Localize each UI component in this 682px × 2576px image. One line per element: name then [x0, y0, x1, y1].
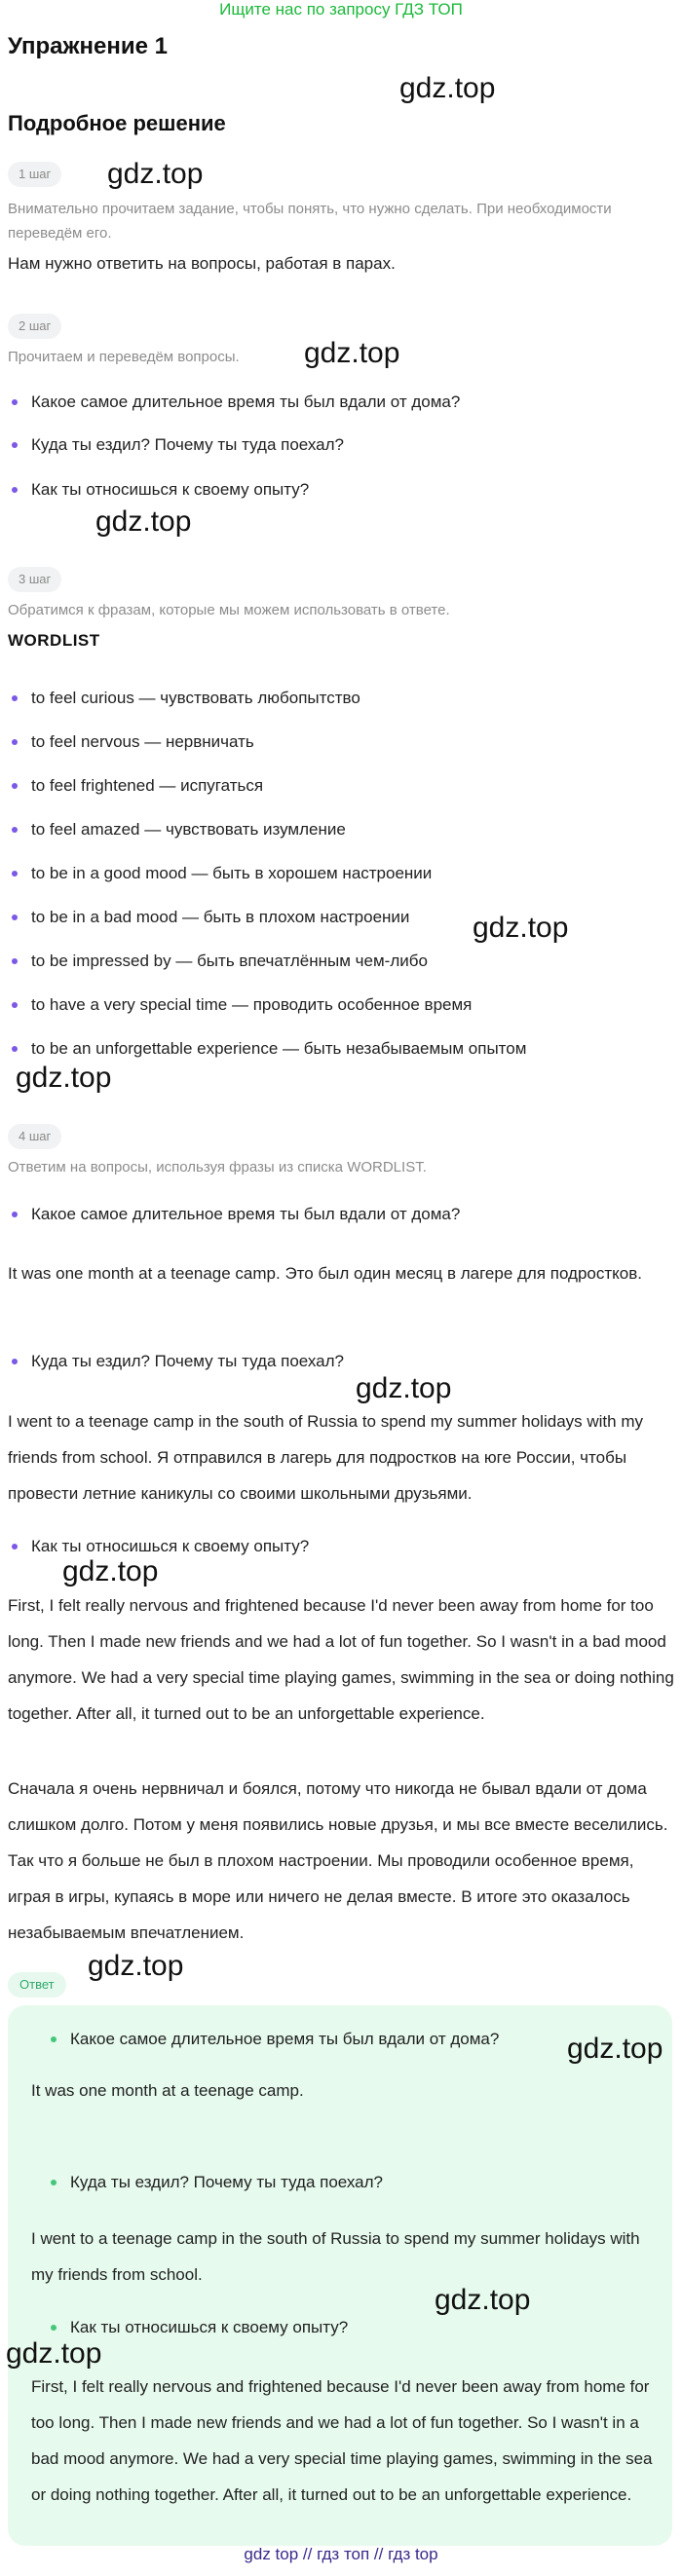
bullet-dot [12, 915, 18, 920]
list-item [31, 990, 472, 1020]
wordlist-entry: to feel frightened — испугаться [31, 776, 264, 795]
question-text: Какое самое длительное время ты был вдали от дома? [31, 1205, 461, 1223]
question-text: Куда ты ездил? Почему ты туда поехал? [70, 2173, 384, 2191]
watermark: gdz.top [16, 1062, 112, 1094]
bullet-dot [12, 958, 18, 964]
list-item [31, 947, 428, 976]
list-item [31, 475, 309, 504]
step-4-note: Ответим на вопросы, используя фразы из списка WORDLIST. [8, 1159, 427, 1176]
watermark: gdz.top [435, 2284, 531, 2316]
list-item [31, 728, 254, 757]
step-2-note: Прочитаем и переведём вопросы. [8, 349, 240, 365]
question-text: Куда ты ездил? Почему ты туда поехал? [31, 1352, 345, 1370]
answer-paragraph: First, I felt really nervous and frightened because I'd never been away from home for too long. Then I made new friends and we had a lot of fun together. So I wasn't in a bad mood anymore. We had a very special time playing games, swimming in the sea or doing nothing together. After all, it turned out to be an unforgettable experience. [31, 2377, 653, 2504]
top-banner[interactable]: Ищите нас по запросу ГДЗ ТОП [219, 0, 463, 19]
question-text: Какое самое длительное время ты был вдали от дома? [70, 2030, 500, 2048]
list-item [31, 771, 263, 801]
bullet-dot [12, 827, 18, 833]
wordlist-entry: to feel amazed — чувствовать изумление [31, 820, 346, 839]
list-item [31, 684, 360, 713]
question-text: Куда ты ездил? Почему ты туда поехал? [31, 435, 345, 454]
page-title: Упражнение 1 [8, 33, 168, 59]
step-badge-3: 3 шаг [8, 567, 61, 592]
question-text: Как ты относишься к своему опыту? [31, 480, 310, 499]
list-item [31, 430, 344, 460]
watermark: gdz.top [107, 158, 204, 190]
wordlist-entry: to be impressed by — быть впечатлённым чем-либо [31, 952, 428, 970]
watermark: gdz.top [356, 1372, 452, 1404]
bullet-dot [12, 739, 18, 745]
answer-paragraph: Сначала я очень нервничал и боялся, потому что никогда не бывал вдали от дома слишком долго. Потом у меня появились новые друзья, и мы все вместе веселились. Так что я больше не был в плохом настроении. Мы проводили особенное время, играя в игры, купаясь в море или ничего не делая вместе. В итоге это оказалось незабываемым впечатлением. [8, 1779, 668, 1942]
answer-paragraph: It was one month at a teenage camp. [31, 2081, 304, 2100]
wordlist-entry: to be in a good mood — быть в хорошем настроении [31, 864, 433, 882]
bullet-dot [51, 2036, 57, 2042]
wordlist-entry: to feel nervous — нервничать [31, 732, 254, 751]
answer-badge: Ответ [8, 1972, 66, 1997]
bullet-dot [12, 1359, 18, 1364]
bullet-dot [12, 1544, 18, 1549]
answer-paragraph: I went to a teenage camp in the south of Russia to spend my summer holidays with my friends from school. Я отправился в лагерь для подростков на юге России, чтобы провести летние каникулы со своими школьными друзьями. [8, 1412, 643, 1503]
bullet-dot [12, 1212, 18, 1217]
list-item [31, 1034, 526, 1064]
wordlist-title: WORDLIST [8, 631, 100, 650]
list-item [31, 815, 346, 844]
step-1-text: Нам нужно ответить на вопросы, работая в парах. [8, 254, 396, 273]
step-1-note: Внимательно прочитаем задание, чтобы понять, что нужно сделать. При необходимости переведём его. [8, 201, 612, 242]
bullet-dot [12, 695, 18, 701]
footer-links[interactable]: gdz top // гдз топ // гдз top [244, 2545, 438, 2563]
watermark: gdz.top [62, 1555, 159, 1587]
list-item [31, 1200, 460, 1229]
step-3-note: Обратимся к фразам, которые мы можем использовать в ответе. [8, 602, 450, 618]
wordlist-entry: to feel curious — чувствовать любопытство [31, 689, 360, 707]
answer-paragraph: First, I felt really nervous and frightened because I'd never been away from home for too long. Then I made new friends and we had a lot of fun together. So I wasn't in a bad mood anymore. We had a very special time playing games, swimming in the sea or doing nothing together. After all, it turned out to be an unforgettable experience. [8, 1596, 674, 1723]
list-item [70, 2025, 499, 2054]
list-item [31, 859, 432, 888]
list-item [70, 2168, 383, 2197]
bullet-dot [12, 783, 18, 789]
watermark: gdz.top [473, 912, 569, 944]
wordlist-entry: to be in a bad mood — быть в плохом настроении [31, 908, 410, 926]
watermark: gdz.top [88, 1950, 184, 1982]
step-badge-4: 4 шаг [8, 1124, 61, 1149]
question-text: Как ты относишься к своему опыту? [31, 1537, 310, 1555]
list-item [70, 2313, 348, 2342]
watermark: gdz.top [95, 505, 192, 538]
watermark: gdz.top [304, 337, 400, 369]
bullet-dot [51, 2180, 57, 2185]
watermark: gdz.top [399, 72, 496, 104]
step-badge-1: 1 шаг [8, 162, 61, 187]
bullet-dot [51, 2325, 57, 2331]
list-item [31, 388, 460, 417]
bullet-dot [12, 1002, 18, 1008]
bullet-dot [12, 871, 18, 877]
list-item [31, 903, 409, 932]
answer-box [8, 2005, 672, 2546]
question-text: Как ты относишься к своему опыту? [70, 2318, 349, 2336]
wordlist-entry: to have a very special time — проводить особенное время [31, 995, 473, 1014]
answer-paragraph: I went to a teenage camp in the south of Russia to spend my summer holidays with my friends from school. [31, 2229, 640, 2284]
bullet-dot [12, 1046, 18, 1052]
section-title: Подробное решение [8, 111, 226, 135]
answer-paragraph: It was one month at a teenage camp. Это был один месяц в лагере для подростков. [8, 1264, 643, 1283]
bullet-dot [12, 442, 18, 448]
step-badge-2: 2 шаг [8, 314, 61, 339]
watermark: gdz.top [6, 2337, 102, 2370]
bullet-dot [12, 487, 18, 493]
list-item [31, 1347, 344, 1376]
question-text: Какое самое длительное время ты был вдали от дома? [31, 392, 461, 411]
wordlist-entry: to be an unforgettable experience — быть незабываемым опытом [31, 1039, 527, 1058]
watermark: gdz.top [567, 2033, 663, 2065]
bullet-dot [12, 399, 18, 405]
